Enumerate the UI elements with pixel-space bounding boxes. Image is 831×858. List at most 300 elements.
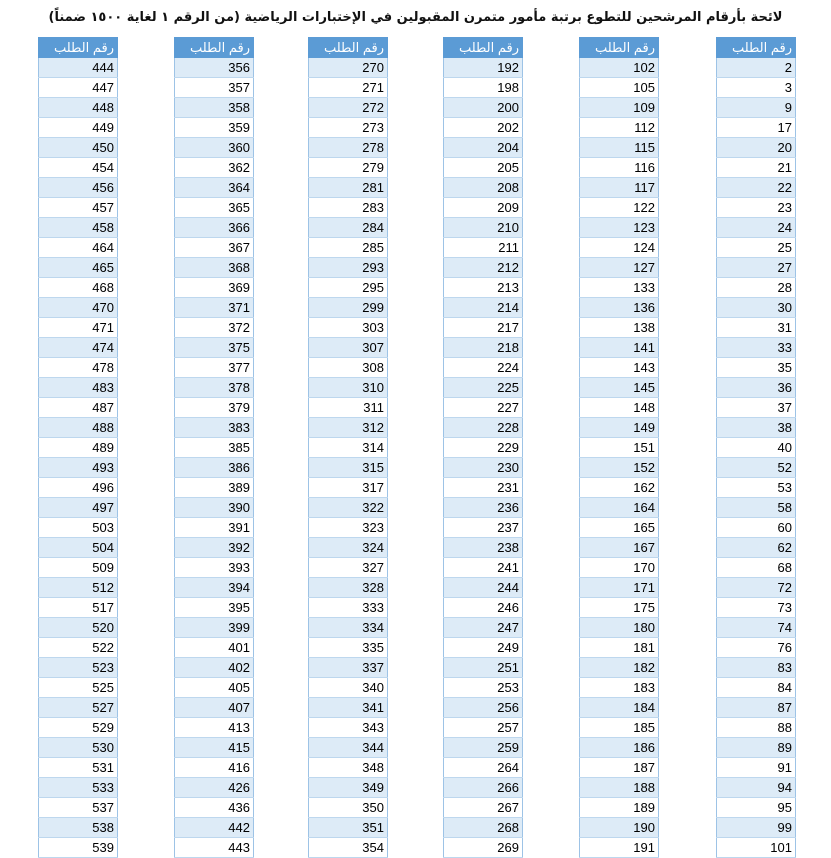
application-number-cell: 185 — [580, 718, 659, 738]
table-row — [39, 398, 118, 418]
application-number-cell: 202 — [444, 118, 523, 138]
table-row — [717, 378, 796, 398]
application-number-cell: 52 — [717, 458, 796, 478]
table-row — [39, 578, 118, 598]
table-row — [175, 338, 254, 358]
application-number-cell: 539 — [39, 838, 118, 858]
application-number-cell: 448 — [39, 98, 118, 118]
application-number-cell: 457 — [39, 198, 118, 218]
application-number-cell: 28 — [717, 278, 796, 298]
application-number-cell: 503 — [39, 518, 118, 538]
table-row — [309, 638, 388, 658]
application-number-cell: 124 — [580, 238, 659, 258]
application-number-cell: 317 — [309, 478, 388, 498]
table-row — [444, 458, 523, 478]
application-number-cell: 369 — [175, 278, 254, 298]
application-number-cell: 368 — [175, 258, 254, 278]
application-number-cell: 217 — [444, 318, 523, 338]
table-row — [717, 218, 796, 238]
application-number-cell: 210 — [444, 218, 523, 238]
table-row — [717, 398, 796, 418]
application-number-cell: 17 — [717, 118, 796, 138]
table-row — [309, 558, 388, 578]
table-row — [717, 598, 796, 618]
table-row — [444, 418, 523, 438]
table-row — [717, 758, 796, 778]
column-header: رقم الطلب — [309, 38, 388, 58]
table-row — [444, 678, 523, 698]
table-row — [175, 718, 254, 738]
table-row — [580, 778, 659, 798]
table-row — [39, 338, 118, 358]
application-number-cell: 493 — [39, 458, 118, 478]
table-row — [309, 298, 388, 318]
table-row — [580, 58, 659, 78]
application-number-cell: 68 — [717, 558, 796, 578]
application-number-cell: 517 — [39, 598, 118, 618]
table-row — [175, 278, 254, 298]
application-number-cell: 272 — [309, 98, 388, 118]
application-number-cell: 315 — [309, 458, 388, 478]
table-row — [175, 818, 254, 838]
table-row — [39, 638, 118, 658]
application-number-cell: 465 — [39, 258, 118, 278]
application-number-cell: 246 — [444, 598, 523, 618]
application-number-cell: 227 — [444, 398, 523, 418]
application-number-cell: 36 — [717, 378, 796, 398]
table-row — [39, 818, 118, 838]
application-number-cell: 105 — [580, 78, 659, 98]
table-row — [580, 818, 659, 838]
table-row — [580, 518, 659, 538]
table-row — [309, 398, 388, 418]
table-row — [717, 718, 796, 738]
application-number-cell: 311 — [309, 398, 388, 418]
table-row — [444, 118, 523, 138]
applicant-column-4 — [308, 37, 388, 858]
application-number-cell: 247 — [444, 618, 523, 638]
table-row — [580, 198, 659, 218]
application-number-cell: 136 — [580, 298, 659, 318]
table-row — [717, 458, 796, 478]
table-row — [580, 138, 659, 158]
table-row — [175, 538, 254, 558]
application-number-cell: 171 — [580, 578, 659, 598]
application-number-cell: 522 — [39, 638, 118, 658]
application-number-cell: 307 — [309, 338, 388, 358]
table-row — [175, 238, 254, 258]
table-row — [309, 798, 388, 818]
table-row — [309, 498, 388, 518]
table-row — [309, 178, 388, 198]
table-row — [717, 138, 796, 158]
table-row — [444, 298, 523, 318]
table-row — [580, 658, 659, 678]
table-row — [580, 498, 659, 518]
table-row — [175, 178, 254, 198]
table-row — [444, 278, 523, 298]
application-number-cell: 413 — [175, 718, 254, 738]
application-number-cell: 20 — [717, 138, 796, 158]
table-row — [444, 178, 523, 198]
application-number-cell: 372 — [175, 318, 254, 338]
application-number-cell: 450 — [39, 138, 118, 158]
application-number-cell: 23 — [717, 198, 796, 218]
table-row — [39, 98, 118, 118]
application-number-cell: 180 — [580, 618, 659, 638]
table-row — [309, 238, 388, 258]
table-row — [444, 818, 523, 838]
application-number-cell: 538 — [39, 818, 118, 838]
table-row — [717, 278, 796, 298]
application-number-cell: 94 — [717, 778, 796, 798]
table-row — [39, 598, 118, 618]
table-row — [580, 758, 659, 778]
application-number-cell: 394 — [175, 578, 254, 598]
table-row — [309, 338, 388, 358]
application-number-cell: 447 — [39, 78, 118, 98]
table-row — [444, 98, 523, 118]
table-row — [444, 618, 523, 638]
application-number-cell: 349 — [309, 778, 388, 798]
application-number-cell: 454 — [39, 158, 118, 178]
table-row — [717, 158, 796, 178]
applicant-column-1 — [716, 37, 796, 858]
table-row — [717, 238, 796, 258]
table-row — [39, 658, 118, 678]
application-number-cell: 407 — [175, 698, 254, 718]
application-number-cell: 334 — [309, 618, 388, 638]
table-row — [580, 738, 659, 758]
table-row — [717, 678, 796, 698]
table-row — [39, 298, 118, 318]
table-row — [175, 138, 254, 158]
table-row — [580, 258, 659, 278]
application-number-cell: 449 — [39, 118, 118, 138]
table-row — [175, 638, 254, 658]
application-number-cell: 367 — [175, 238, 254, 258]
application-number-cell: 283 — [309, 198, 388, 218]
application-number-cell: 385 — [175, 438, 254, 458]
table-row — [309, 758, 388, 778]
table-row — [717, 518, 796, 538]
application-number-cell: 365 — [175, 198, 254, 218]
table-row — [444, 598, 523, 618]
table-row — [444, 578, 523, 598]
application-number-cell: 405 — [175, 678, 254, 698]
application-number-cell: 224 — [444, 358, 523, 378]
table-row — [444, 738, 523, 758]
application-number-cell: 343 — [309, 718, 388, 738]
table-row — [580, 438, 659, 458]
applicant-column-6 — [38, 37, 118, 858]
table-row — [309, 138, 388, 158]
table-row — [717, 558, 796, 578]
application-number-cell: 145 — [580, 378, 659, 398]
application-number-cell: 340 — [309, 678, 388, 698]
table-row — [309, 458, 388, 478]
application-number-cell: 443 — [175, 838, 254, 858]
application-number-cell: 416 — [175, 758, 254, 778]
application-number-cell: 122 — [580, 198, 659, 218]
application-number-cell: 527 — [39, 698, 118, 718]
application-number-cell: 415 — [175, 738, 254, 758]
table-row — [580, 638, 659, 658]
application-number-cell: 256 — [444, 698, 523, 718]
table-row — [309, 78, 388, 98]
table-row — [39, 378, 118, 398]
application-number-cell: 152 — [580, 458, 659, 478]
table-row — [39, 798, 118, 818]
table-row — [580, 398, 659, 418]
table-row — [580, 578, 659, 598]
table-row — [580, 338, 659, 358]
application-number-cell: 37 — [717, 398, 796, 418]
application-number-cell: 379 — [175, 398, 254, 418]
table-row — [39, 318, 118, 338]
table-row — [717, 358, 796, 378]
table-row — [444, 638, 523, 658]
application-number-cell: 72 — [717, 578, 796, 598]
table-row — [309, 318, 388, 338]
application-number-cell: 188 — [580, 778, 659, 798]
table-row — [309, 538, 388, 558]
application-number-cell: 395 — [175, 598, 254, 618]
application-number-cell: 2 — [717, 58, 796, 78]
table-row — [717, 298, 796, 318]
table-row — [39, 718, 118, 738]
application-number-cell: 237 — [444, 518, 523, 538]
application-number-cell: 35 — [717, 358, 796, 378]
table-row — [309, 118, 388, 138]
table-row — [444, 378, 523, 398]
table-row — [444, 478, 523, 498]
table-row — [580, 678, 659, 698]
application-number-cell: 214 — [444, 298, 523, 318]
table-row — [580, 458, 659, 478]
application-number-cell: 244 — [444, 578, 523, 598]
table-row — [717, 78, 796, 98]
application-number-cell: 281 — [309, 178, 388, 198]
table-row — [39, 358, 118, 378]
application-number-cell: 205 — [444, 158, 523, 178]
application-number-cell: 251 — [444, 658, 523, 678]
table-row — [444, 798, 523, 818]
application-number-cell: 117 — [580, 178, 659, 198]
application-number-cell: 230 — [444, 458, 523, 478]
application-number-cell: 489 — [39, 438, 118, 458]
table-row — [175, 658, 254, 678]
application-number-cell: 378 — [175, 378, 254, 398]
table-row — [39, 278, 118, 298]
table-row — [580, 278, 659, 298]
table-row — [580, 538, 659, 558]
application-number-cell: 278 — [309, 138, 388, 158]
application-number-cell: 269 — [444, 838, 523, 858]
application-number-cell: 386 — [175, 458, 254, 478]
application-number-cell: 151 — [580, 438, 659, 458]
application-number-cell: 266 — [444, 778, 523, 798]
table-row — [309, 578, 388, 598]
table-row — [39, 218, 118, 238]
table-row — [309, 518, 388, 538]
application-number-cell: 109 — [580, 98, 659, 118]
application-number-cell: 279 — [309, 158, 388, 178]
table-row — [175, 618, 254, 638]
table-row — [175, 98, 254, 118]
table-row — [717, 258, 796, 278]
table-row — [175, 58, 254, 78]
application-number-cell: 299 — [309, 298, 388, 318]
application-number-cell: 170 — [580, 558, 659, 578]
application-number-cell: 483 — [39, 378, 118, 398]
application-number-cell: 523 — [39, 658, 118, 678]
table-row — [175, 738, 254, 758]
application-number-cell: 348 — [309, 758, 388, 778]
table-row — [580, 318, 659, 338]
table-row — [580, 698, 659, 718]
table-row — [39, 758, 118, 778]
application-number-cell: 366 — [175, 218, 254, 238]
application-number-cell: 273 — [309, 118, 388, 138]
application-number-cell: 533 — [39, 778, 118, 798]
application-number-cell: 88 — [717, 718, 796, 738]
table-row — [444, 138, 523, 158]
table-row — [309, 438, 388, 458]
application-number-cell: 371 — [175, 298, 254, 318]
table-row — [444, 778, 523, 798]
application-number-cell: 268 — [444, 818, 523, 838]
application-number-cell: 442 — [175, 818, 254, 838]
table-row — [309, 658, 388, 678]
table-row — [309, 258, 388, 278]
application-number-cell: 530 — [39, 738, 118, 758]
table-row — [444, 158, 523, 178]
application-number-cell: 436 — [175, 798, 254, 818]
table-row — [39, 738, 118, 758]
application-number-cell: 497 — [39, 498, 118, 518]
application-number-cell: 58 — [717, 498, 796, 518]
application-number-cell: 359 — [175, 118, 254, 138]
application-number-cell: 211 — [444, 238, 523, 258]
table-row — [39, 618, 118, 638]
application-number-cell: 138 — [580, 318, 659, 338]
application-number-cell: 458 — [39, 218, 118, 238]
table-row — [309, 778, 388, 798]
table-row — [717, 538, 796, 558]
table-row — [175, 558, 254, 578]
table-row — [717, 798, 796, 818]
application-number-cell: 101 — [717, 838, 796, 858]
table-row — [580, 558, 659, 578]
table-row — [580, 178, 659, 198]
application-number-cell: 470 — [39, 298, 118, 318]
table-row — [175, 478, 254, 498]
table-row — [717, 618, 796, 638]
application-number-cell: 295 — [309, 278, 388, 298]
application-number-cell: 351 — [309, 818, 388, 838]
application-number-cell: 91 — [717, 758, 796, 778]
application-number-cell: 112 — [580, 118, 659, 138]
table-row — [444, 78, 523, 98]
application-number-cell: 323 — [309, 518, 388, 538]
application-number-cell: 40 — [717, 438, 796, 458]
application-number-cell: 38 — [717, 418, 796, 438]
table-row — [309, 718, 388, 738]
application-number-cell: 537 — [39, 798, 118, 818]
application-number-cell: 310 — [309, 378, 388, 398]
application-number-cell: 187 — [580, 758, 659, 778]
page-title: لائحة بأرقام المرشحين للتطوع برتبة مأمور متمرن المقبولين في الإختبارات الرياضية (من الرقم ١ لغاية ١٥٠٠ ضمناً) — [48, 10, 783, 25]
application-number-cell: 208 — [444, 178, 523, 198]
application-number-cell: 308 — [309, 358, 388, 378]
table-row — [580, 358, 659, 378]
application-number-cell: 529 — [39, 718, 118, 738]
application-number-cell: 344 — [309, 738, 388, 758]
application-number-cell: 25 — [717, 238, 796, 258]
application-number-cell: 471 — [39, 318, 118, 338]
application-number-cell: 241 — [444, 558, 523, 578]
table-row — [39, 458, 118, 478]
table-row — [175, 438, 254, 458]
application-number-cell: 116 — [580, 158, 659, 178]
table-row — [309, 198, 388, 218]
application-number-cell: 186 — [580, 738, 659, 758]
application-number-cell: 335 — [309, 638, 388, 658]
table-row — [309, 278, 388, 298]
application-number-cell: 375 — [175, 338, 254, 358]
application-number-cell: 284 — [309, 218, 388, 238]
table-row — [175, 358, 254, 378]
application-number-cell: 393 — [175, 558, 254, 578]
table-row — [309, 218, 388, 238]
table-row — [39, 498, 118, 518]
application-number-cell: 531 — [39, 758, 118, 778]
application-number-cell: 95 — [717, 798, 796, 818]
applicant-column-5 — [174, 37, 254, 858]
application-number-cell: 333 — [309, 598, 388, 618]
application-number-cell: 341 — [309, 698, 388, 718]
table-row — [175, 418, 254, 438]
application-number-cell: 264 — [444, 758, 523, 778]
application-number-cell: 62 — [717, 538, 796, 558]
table-row — [39, 778, 118, 798]
application-number-cell: 231 — [444, 478, 523, 498]
table-row — [717, 338, 796, 358]
application-number-cell: 354 — [309, 838, 388, 858]
table-row — [444, 558, 523, 578]
table-row — [580, 718, 659, 738]
application-number-cell: 162 — [580, 478, 659, 498]
table-row — [717, 818, 796, 838]
table-row — [39, 558, 118, 578]
table-row — [309, 418, 388, 438]
table-row — [444, 498, 523, 518]
application-number-cell: 22 — [717, 178, 796, 198]
table-row — [444, 518, 523, 538]
application-number-cell: 383 — [175, 418, 254, 438]
application-number-cell: 191 — [580, 838, 659, 858]
table-row — [309, 698, 388, 718]
application-number-cell: 303 — [309, 318, 388, 338]
table-row — [717, 478, 796, 498]
table-row — [444, 438, 523, 458]
application-number-cell: 322 — [309, 498, 388, 518]
application-number-cell: 9 — [717, 98, 796, 118]
table-row — [309, 678, 388, 698]
table-row — [39, 78, 118, 98]
application-number-cell: 391 — [175, 518, 254, 538]
